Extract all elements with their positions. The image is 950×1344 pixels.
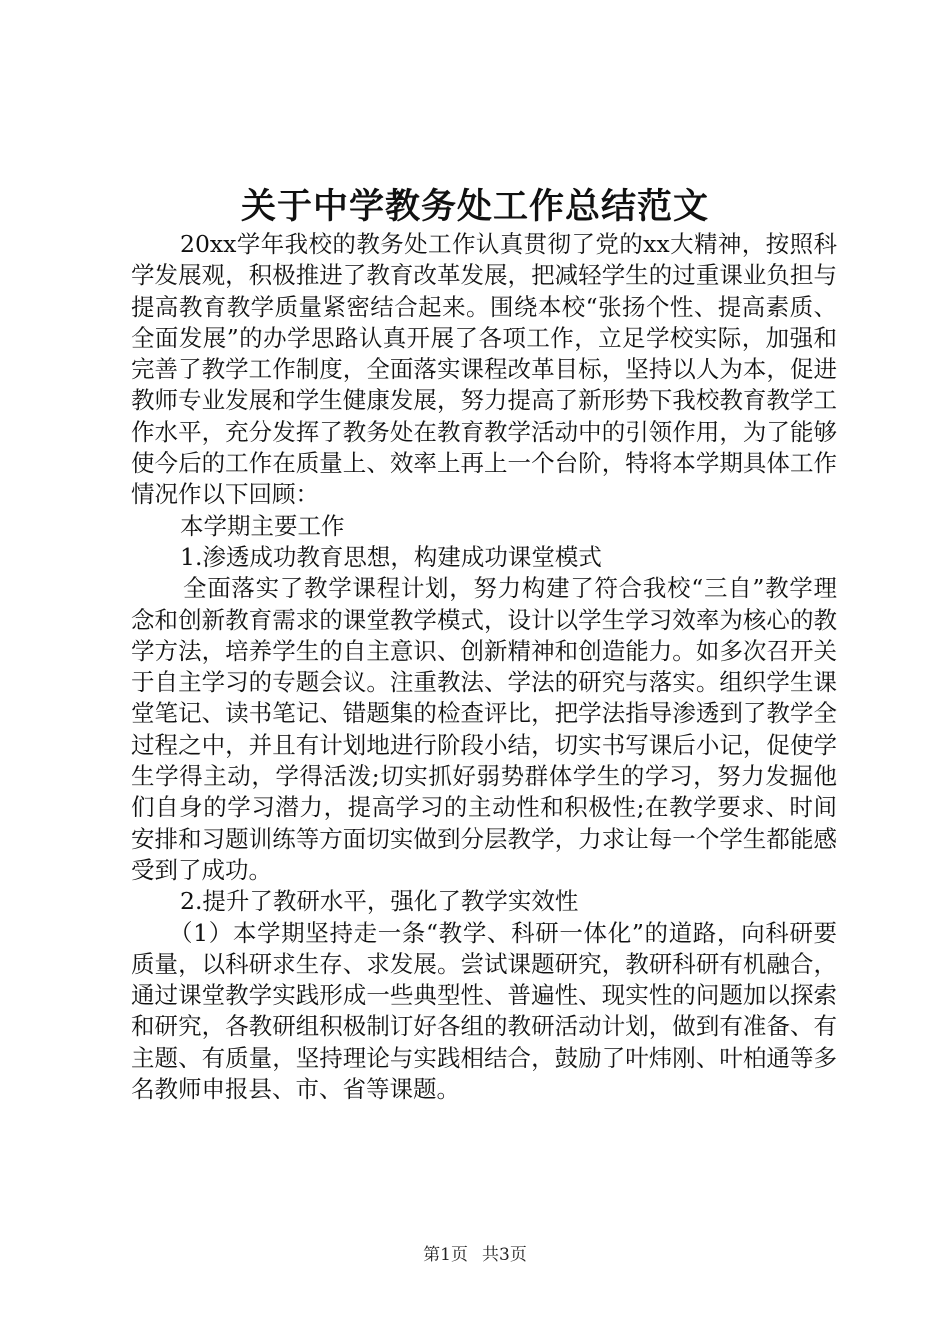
document-body (131, 229, 837, 1105)
page-number: 第1页 (423, 1245, 468, 1265)
item1-paragraph: 全面落实了教学课程计划，努力构建了符合我校“三自”教学理念和创新教育需求的课堂教学模式，设计以学生学习效率为核心的教学方法，培养学生的自主意识、创新精神和创造能力。如多次召开关于自主学习的专题会议。注重教法、学法的研究与落实。组织学生课堂笔记、读书笔记、错题集的检查评比，把学法指导渗透到了教学全过程之中，并且有计划地进行阶段小结，切实书写课后小记，促使学生学得主动，学得活泼;切实抓好弱势群体学生的学习，努力发掘他们自身的学习潜力，提高学习的主动性和积极性;在教学要求、时间安排和习题训练等方面切实做到分层教学，力求让每一个学生都能感受到了成功。 (131, 574, 837, 884)
intro-paragraph: 20xx学年我校的教务处工作认真贯彻了党的xx大精神，按照科学发展观，积极推进了教育改革发展，把减轻学生的过重课业负担与提高教育教学质量紧密结合起来。围绕本校“张扬个性、提高素质、全面发展”的办学思路认真开展了各项工作，立足学校实际，加强和完善了教学工作制度，全面落实课程改革目标，坚持以人为本，促进教师专业发展和学生健康发展，努力提高了新形势下我校教育教学工作水平，充分发挥了教务处在教育教学活动中的引领作用，为了能够使今后的工作在质量上、效率上再上一个台阶，特将本学期具体工作情况作以下回顾： (131, 230, 837, 509)
section-heading: 本学期主要工作 (180, 511, 345, 540)
page-total: 共3页 (482, 1245, 527, 1265)
document-title: 关于中学教务处工作总结范文 (240, 187, 709, 227)
item2-heading: 2.提升了教研水平，强化了教学实效性 (180, 887, 579, 916)
item1-heading: 1.渗透成功教育思想，构建成功课堂模式 (180, 542, 602, 571)
page-footer (0, 1244, 950, 1266)
item2-paragraph: （1）本学期坚持走一条“教学、科研一体化”的道路，向科研要质量，以科研求生存、求发展。尝试课题研究，教研科研有机融合，通过课堂教学实践形成一些典型性、普遍性、现实性的问题加以探索和研究，各教研组积极制订好各组的教研活动计划，做到有准备、有主题、有质量，坚持理论与实践相结合，鼓励了叶炜刚、叶柏通等多名教师申报县、市、省等课题。 (131, 918, 837, 1104)
